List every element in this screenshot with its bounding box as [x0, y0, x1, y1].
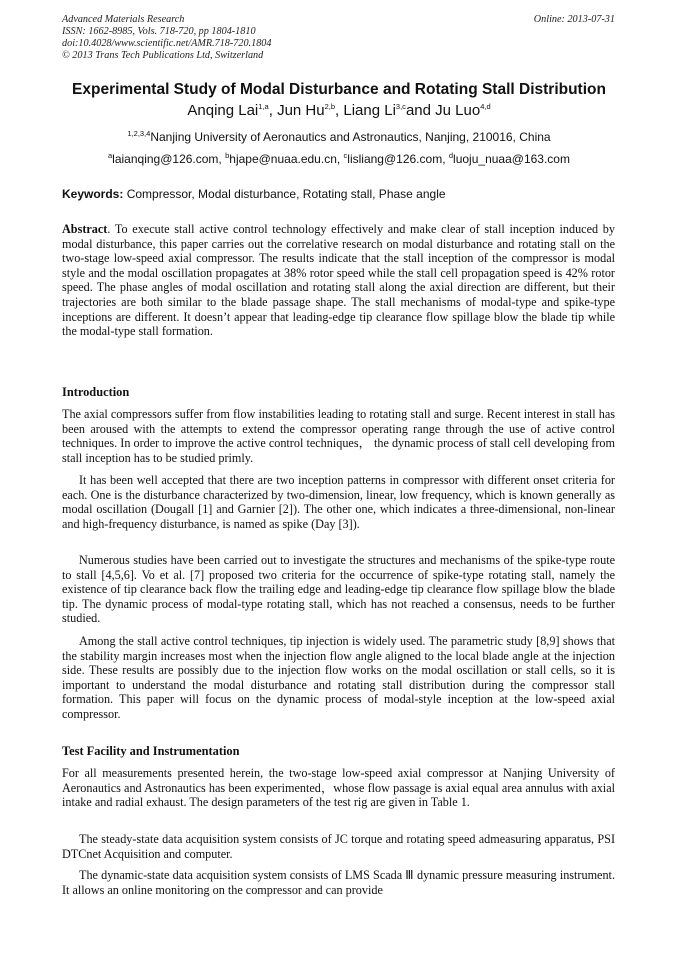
email-separator: ,: [442, 152, 449, 166]
author-separator: ,: [268, 102, 278, 119]
introduction-paragraph: Numerous studies have been carried out to investigate the structures and mechanisms of the spike-type route to stall [4,5,6]. Vo et al. [7] proposed two criteria for the occurrence of spike-type rotating stall, namely the existence of tip clearance back flow the trailing edge and leading-edge tip clearance flow spillage blow the blade tip. The dynamic process of modal-type rotating stall, which has not reached a consensus, needs to be further studied.: [62, 553, 615, 626]
affiliation-text: Nanjing University of Aeronautics and Astronautics, Nanjing, 210016, China: [150, 130, 551, 144]
affiliation-superscript: 1,2,3,4: [127, 129, 151, 138]
introduction-paragraph: Among the stall active control techniques, tip injection is widely used. The parametric study [8,9] shows that the stability margin increases most when the injection flow angle aligned to the local blade angle at the injection side. These results are possibly due to the injection flow works on the modal oscillation or stall cells, so it is important to understand the modal disturbance and rotating stall distribution during the compressor stall formation. This paper will focus on the dynamic process of modal-style inception at the low-speed axial compressor.: [62, 634, 615, 721]
issn-line: ISSN: 1662-8985, Vols. 718-720, pp 1804-1810: [62, 26, 256, 37]
email-address: laianqing@126.com: [112, 152, 219, 166]
email-address: lisliang@126.com: [347, 152, 443, 166]
introduction-paragraph: The axial compressors suffer from flow instabilities leading to rotating stall and surge. Recent interest in stall has been aroused with the attempts to extend the compressor operating range through the use of active control techniques. In order to improve the active control techniques， the dynamic process of stall cell developing from stall inception has to be studied primly.: [62, 407, 615, 465]
journal-header: [62, 14, 615, 62]
keywords-label: Keywords:: [62, 187, 124, 201]
test-facility-heading: Test Facility and Instrumentation: [62, 744, 240, 758]
test-facility-paragraph: The dynamic-state data acquisition system consists of LMS Scada Ⅲ dynamic pressure measuring instrument. It allows an online monitoring on the compressor and can provide: [62, 868, 615, 897]
keywords: [62, 186, 615, 202]
copyright-line: © 2013 Trans Tech Publications Ltd, Switzerland: [62, 50, 264, 61]
affiliation: [40, 130, 638, 145]
author-separator: and: [405, 102, 436, 119]
email-superscript: c: [343, 151, 348, 160]
journal-name: Advanced Materials Research: [62, 14, 185, 25]
abstract-label: Abstract: [62, 222, 108, 236]
email-superscript: a: [108, 151, 113, 160]
email-separator: ,: [218, 152, 226, 166]
test-facility-paragraph: For all measurements presented herein, the two-stage low-speed axial compressor at Nanjing University of Aeronautics and Astronautics has been experimented，whose flow passage is axial equal area annulus with axial intake and radial exhaust. The design parameters of the test rig are given in Table 1.: [62, 766, 615, 810]
author-name: Anqing Lai: [187, 102, 259, 119]
email-address: hjape@nuaa.edu.cn: [229, 152, 337, 166]
keywords-text: Compressor, Modal disturbance, Rotating stall, Phase angle: [123, 187, 446, 201]
email-superscript: d: [448, 151, 454, 160]
abstract-text: . To execute stall active control technology effectively and make clear of stall inception induced by modal disturbance, this paper carries out the correlative research on modal disturbance and rotating stall on the two-stage low-speed axial compressor. The results indicate that the stall inception of the compressor is modal style and the modal oscillation propagates at 38% rotor speed while the stall cell propagation speed is 42% rotor speed. The phase angles of modal oscillation and rotating stall along the axial direction are different, but their trajectories are both similar to the blade passage shape. The stall mechanisms of modal-type and spike-type inceptions are different. It doesn’t appear that leading-edge tip clearance flow spillage blow the blade tip while the modal-type stall formation.: [62, 222, 615, 339]
author-separator: ,: [335, 102, 344, 119]
author-superscript: 3,c: [395, 102, 406, 111]
email-superscript: b: [225, 151, 230, 160]
email-separator: ,: [336, 152, 344, 166]
abstract-paragraph: [62, 222, 615, 339]
email-list: [40, 152, 638, 167]
author-list: [40, 101, 638, 120]
author-superscript: 4,d: [480, 102, 491, 111]
introduction-heading: Introduction: [62, 385, 130, 399]
online-date: Online: 2013-07-31: [533, 14, 615, 25]
test-facility-paragraph: The steady-state data acquisition system consists of JC torque and rotating speed admeasuring apparatus, PSI DTCnet Acquisition and computer.: [62, 832, 615, 861]
doi-line: doi:10.4028/www.scientific.net/AMR.718-720.1804: [62, 38, 272, 49]
introduction-paragraph: It has been well accepted that there are two inception patterns in compressor with different onset criteria for each. One is the disturbance characterized by two-dimension, linear, low frequency, which is known generally as modal oscillation (Dougall [1] and Garnier [2]). The other one, which indicates a three-dimensional, non-linear and high-frequency disturbance, is named as spike (Day [3]).: [62, 473, 615, 531]
author-superscript: 1,a: [258, 102, 269, 111]
author-name: Ju Luo: [435, 102, 481, 119]
author-name: Liang Li: [343, 102, 396, 119]
paper-title: Experimental Study of Modal Disturbance and Rotating Stall Distribution: [72, 81, 606, 98]
author-name: Jun Hu: [277, 102, 325, 119]
author-superscript: 2,b: [324, 102, 336, 111]
email-address: luoju_nuaa@163.com: [453, 152, 570, 166]
